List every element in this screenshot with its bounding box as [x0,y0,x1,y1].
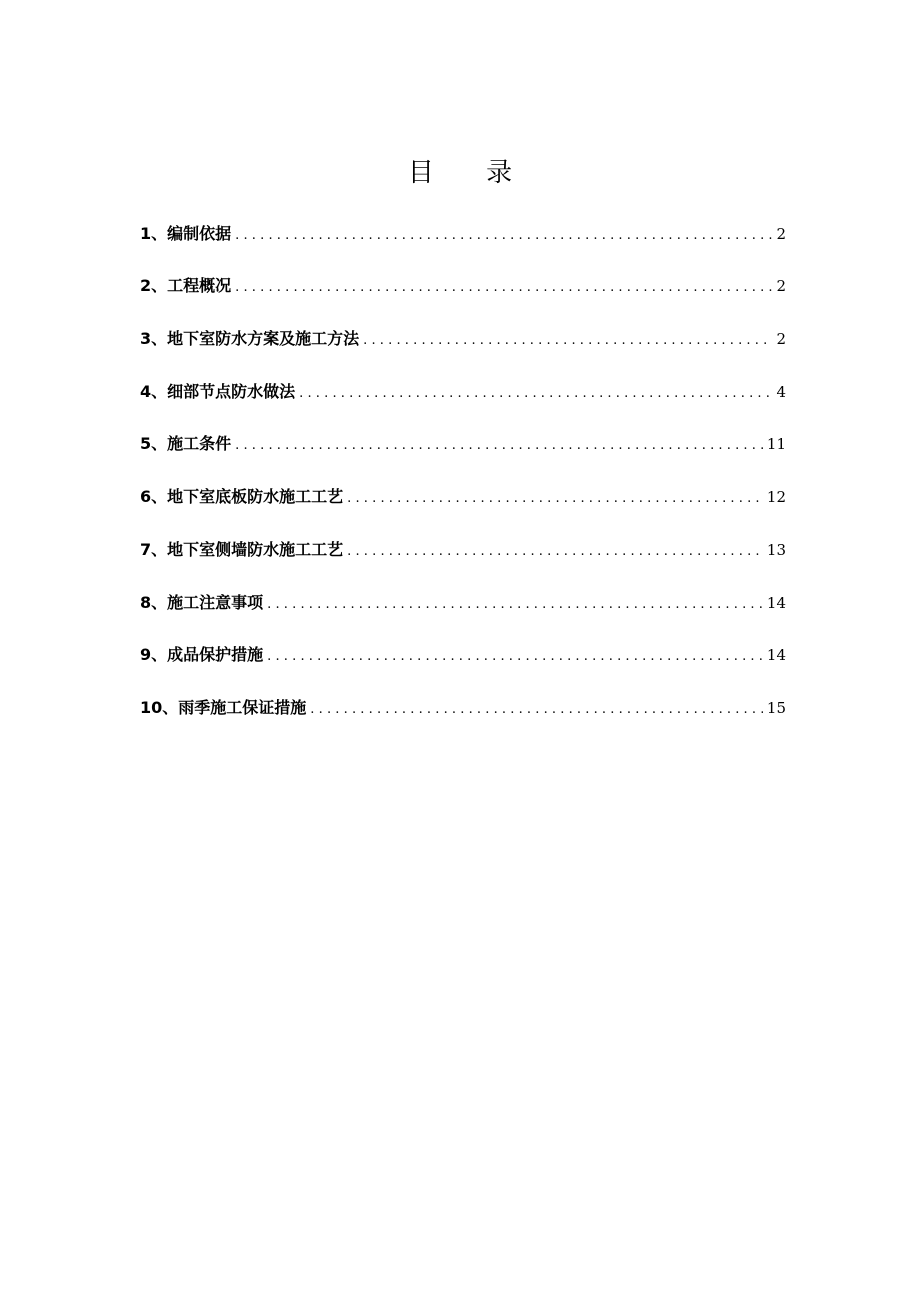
toc-entry[interactable] [140,526,786,579]
toc-entry-page: 15 [766,698,786,717]
toc-entry-page: 2 [776,277,786,296]
toc-entry[interactable] [140,368,786,421]
toc-dot-leader [267,596,763,614]
toc-entry-label: 6、地下室底板防水施工工艺 [140,487,344,507]
toc-entry-page: 2 [776,330,786,349]
toc-entry-page: 13 [766,540,786,559]
toc-entry[interactable] [140,315,786,368]
toc-list [140,210,786,737]
toc-entry[interactable] [140,684,786,737]
toc-entry[interactable] [140,263,786,316]
toc-dot-leader [310,701,763,719]
toc-entry-label: 10、雨季施工保证措施 [140,697,307,717]
toc-entry-page: 11 [766,435,786,454]
toc-dot-leader [235,437,763,455]
toc-entry-page: 12 [766,488,786,507]
toc-entry-label: 9、成品保护措施 [140,645,264,665]
toc-dot-leader [267,648,763,666]
toc-entry-label: 3、地下室防水方案及施工方法 [140,329,360,349]
toc-entry-label: 5、施工条件 [140,434,232,454]
toc-entry-label: 2、工程概况 [140,276,232,296]
toc-dot-leader [363,332,772,350]
toc-entry-label: 4、细部节点防水做法 [140,381,296,401]
toc-entry[interactable] [140,421,786,474]
toc-entry-page: 14 [766,646,786,665]
toc-title: 目 录 [407,158,535,188]
toc-entry-label: 1、编制依据 [140,223,232,243]
toc-entry-label: 8、施工注意事项 [140,592,264,612]
toc-dot-leader [235,227,772,245]
toc-dot-leader [347,490,763,508]
toc-entry-page: 4 [776,382,786,401]
toc-dot-leader [299,385,772,403]
toc-entry-page: 2 [776,224,786,243]
toc-entry[interactable] [140,473,786,526]
toc-entry[interactable] [140,632,786,685]
toc-entry[interactable] [140,579,786,632]
toc-entry-page: 14 [766,593,786,612]
toc-dot-leader [235,279,772,297]
toc-entry[interactable] [140,210,786,263]
toc-entry-label: 7、地下室侧墙防水施工工艺 [140,539,344,559]
toc-dot-leader [347,543,763,561]
